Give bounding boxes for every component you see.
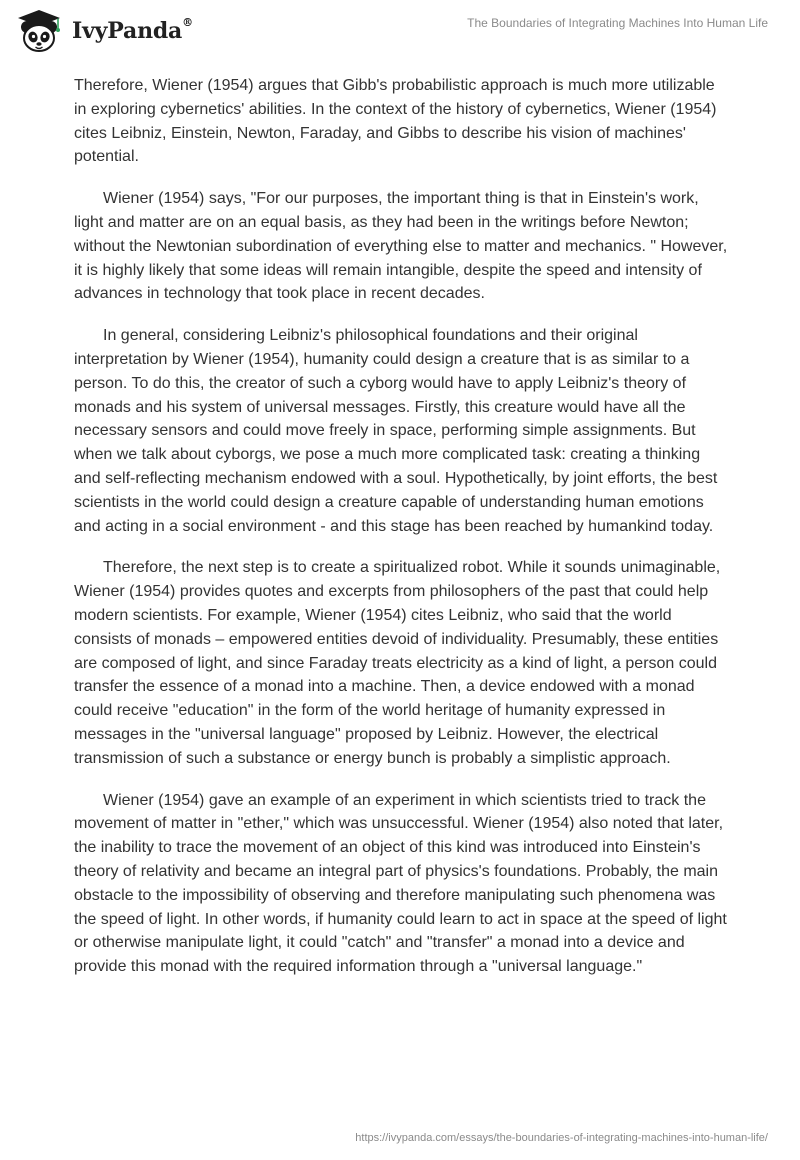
paragraph-5: Wiener (1954) gave an example of an experiment in which scientists tried to track the movement of matter in "ether," which was unsuccessful. Wiener (1954) also noted that later, the inability to trace the movement of an object of this kind was introduced into Einstein's theory of relativity and became an integral part of physics's foundations. Probably, the main obstacle to the impossibility of observing and therefore manipulating such phenomena was the speed of light. In other words, if humanity could learn to act in space at the speed of light or otherwise manipulate light, it could "catch" and "transfer" a monad into a device and provide this monad with the required information through a "universal language."	[74, 791, 727, 976]
panda-graduate-icon	[14, 7, 66, 55]
logo[interactable]	[14, 6, 193, 56]
paragraph-2: Wiener (1954) says, "For our purposes, the important thing is that in Einstein's work, light and matter are on an equal basis, as they had been in the writings before Newton; without the Newtonian subordination of everything else to matter and mechanics. " However, it is highly likely that some ideas will remain intangible, despite the speed and intensity of advances in technology that took place in recent decades.	[74, 190, 728, 303]
paragraph-3: In general, considering Leibniz's philosophical foundations and their original interpretation by Wiener (1954), humanity could design a creature that is as similar to a person. To do this, the creator of such a cyborg would have to apply Leibniz's theory of monads and his system of universal messages. Firstly, this creature would have all the necessary sensors and could move freely in space, performing simple assignments. But when we talk about cyborgs, we pose a much more complicated task: creating a thinking and self-reflecting mechanism endowed with a soul. Hypothetically, by joint efforts, the best scientists in the world could design a creature capable of understanding human emotions and acting in a social environment - and this stage has been reached by humankind today.	[74, 327, 718, 535]
essay-body	[74, 74, 728, 997]
source-url[interactable]: https://ivypanda.com/essays/the-boundaries-of-integrating-machines-into-human-life/	[355, 1132, 768, 1144]
paragraph-4: Therefore, the next step is to create a spiritualized robot. While it sounds unimaginable, Wiener (1954) provides quotes and excerpts from philosophers of the past that could help modern scientists. For example, Wiener (1954) cites Leibniz, who said that the world consists of monads – empowered entities devoid of individuality. Presumably, these entities are composed of light, and since Faraday treats electricity as a kind of light, a person could transfer the essence of a monad into a machine. Then, a device endowed with a monad could receive "education" in the form of the world heritage of humanity expressed in messages in the "universal language" proposed by Leibniz. However, the electrical transmission of such a substance or energy bunch is probably a simplistic approach.	[74, 559, 721, 767]
page-header	[0, 0, 800, 62]
paragraph-1: Therefore, Wiener (1954) argues that Gibb's probabilistic approach is much more utilizable in exploring cybernetics' abilities. In the context of the history of cybernetics, Wiener (1954) cites Leibniz, Einstein, Newton, Faraday, and Gibbs to describe his vision of machines' potential.	[74, 77, 717, 166]
page-title: The Boundaries of Integrating Machines Into Human Life	[467, 16, 768, 30]
brand-name: IvyPanda®	[72, 15, 193, 44]
